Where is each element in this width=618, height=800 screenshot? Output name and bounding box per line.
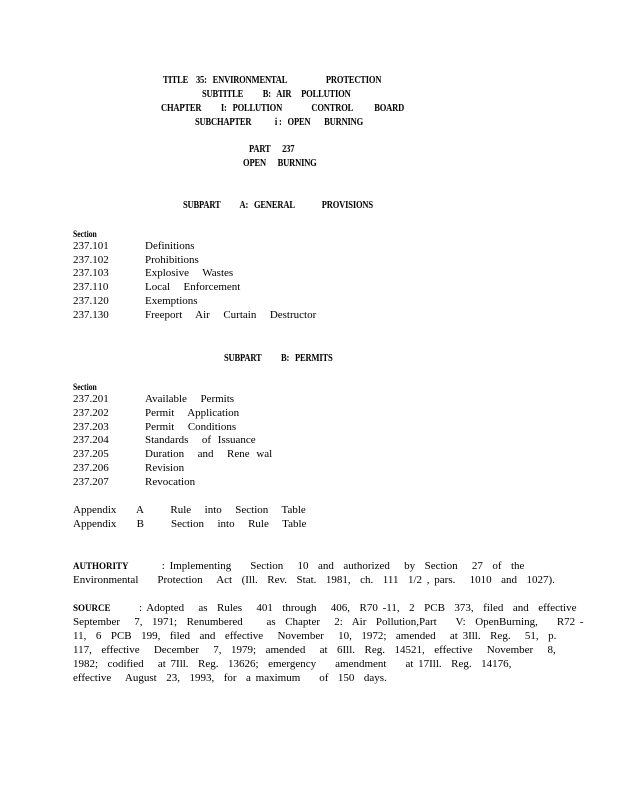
source-text-line: 117, effective December 7, 1979; amended at 6Ill. Reg. 14521, effective November 8, (73, 644, 556, 656)
source-text-line: 1982; codified at 7Ill. Reg. 13626; emergency amendment at 17Ill. Reg. 14176, (73, 658, 512, 670)
toc-row (73, 254, 199, 268)
authority-text-line: Environmental Protection Act (Ill. Rev. Stat. 1981, ch. 111 1/2 , pars. 1010 and 1027). (73, 574, 555, 586)
toc-row (73, 476, 196, 490)
toc-row (73, 448, 273, 462)
section-number: 237.110 (73, 281, 109, 293)
section-title: Revocation (145, 476, 196, 488)
subchapter-line: SUBCHAPTER i : OPEN BURNING (195, 117, 364, 128)
appendix-a: Appendix A Rule into Section Table (73, 504, 306, 516)
section-number: 237.202 (73, 407, 109, 419)
chapter-line: CHAPTER I: POLLUTION CONTROL BOARD (161, 103, 405, 114)
source-text-line: September 7, 1971; Renumbered as Chapter 2: Air Pollution,Part V: OpenBurning, R72 - (73, 616, 584, 628)
section-number: 237.120 (73, 295, 109, 307)
section-title: Definitions (145, 240, 195, 252)
section-number: 237.203 (73, 421, 109, 433)
section-title: Local Enforcement (145, 281, 241, 293)
section-number: 237.205 (73, 448, 109, 460)
source-text-line: effective August 23, 1993, for a maximum of 150 days. (73, 672, 387, 684)
section-title: Explosive Wastes (145, 267, 234, 279)
section-number: 237.207 (73, 476, 109, 488)
source-paragraph (73, 601, 584, 685)
toc-row (73, 462, 185, 476)
toc-row (73, 281, 241, 295)
authority-label: AUTHORITY (73, 561, 129, 571)
source-text-line: 11, 6 PCB 199, filed and effective November 10, 1972; amended at 3Ill. Reg. 51, p. (73, 630, 557, 642)
section-number: 237.201 (73, 393, 109, 405)
section-label: Section (73, 229, 97, 239)
section-title: Permit Application (145, 407, 240, 419)
toc-row (73, 240, 195, 254)
toc-row (73, 434, 256, 448)
authority-paragraph (73, 559, 555, 587)
appendix-b: Appendix B Section into Rule Table (73, 518, 307, 530)
section-title: Freeport Air Curtain Destructor (145, 309, 317, 321)
section-number: 237.103 (73, 267, 109, 279)
part-name: OPEN BURNING (243, 158, 317, 169)
section-number: 237.206 (73, 462, 109, 474)
toc-row (73, 393, 235, 407)
toc-row (73, 407, 240, 421)
subtitle-line: SUBTITLE B: AIR POLLUTION (202, 89, 351, 100)
section-label: Section (73, 382, 97, 392)
source-label: SOURCE (73, 603, 111, 613)
section-title: Revision (145, 462, 185, 474)
toc-row (73, 267, 234, 281)
subpart-a-heading: SUBPART A: GENERAL PROVISIONS (183, 200, 373, 211)
source-text-line: : Adopted as Rules 401 through 406, R70 -11, 2 PCB 373, filed and effective (110, 602, 577, 614)
authority-text-line: : Implementing Section 10 and authorized by Section 27 of the (128, 560, 525, 572)
section-title: Exemptions (145, 295, 198, 307)
part-line: PART 237 (249, 144, 295, 155)
section-number: 237.102 (73, 254, 109, 266)
toc-row (73, 421, 237, 435)
section-number: 237.101 (73, 240, 109, 252)
section-title: Prohibitions (145, 254, 199, 266)
section-title: Available Permits (145, 393, 235, 405)
section-title: Duration and Rene wal (145, 448, 273, 460)
section-title: Permit Conditions (145, 421, 237, 433)
title-line: TITLE 35: ENVIRONMENTAL PROTECTION (163, 75, 382, 86)
subpart-b-heading: SUBPART B: PERMITS (224, 353, 333, 364)
section-title: Standards of Issuance (145, 434, 256, 446)
section-number: 237.130 (73, 309, 109, 321)
toc-row (73, 309, 317, 323)
section-number: 237.204 (73, 434, 109, 446)
toc-row (73, 295, 198, 309)
